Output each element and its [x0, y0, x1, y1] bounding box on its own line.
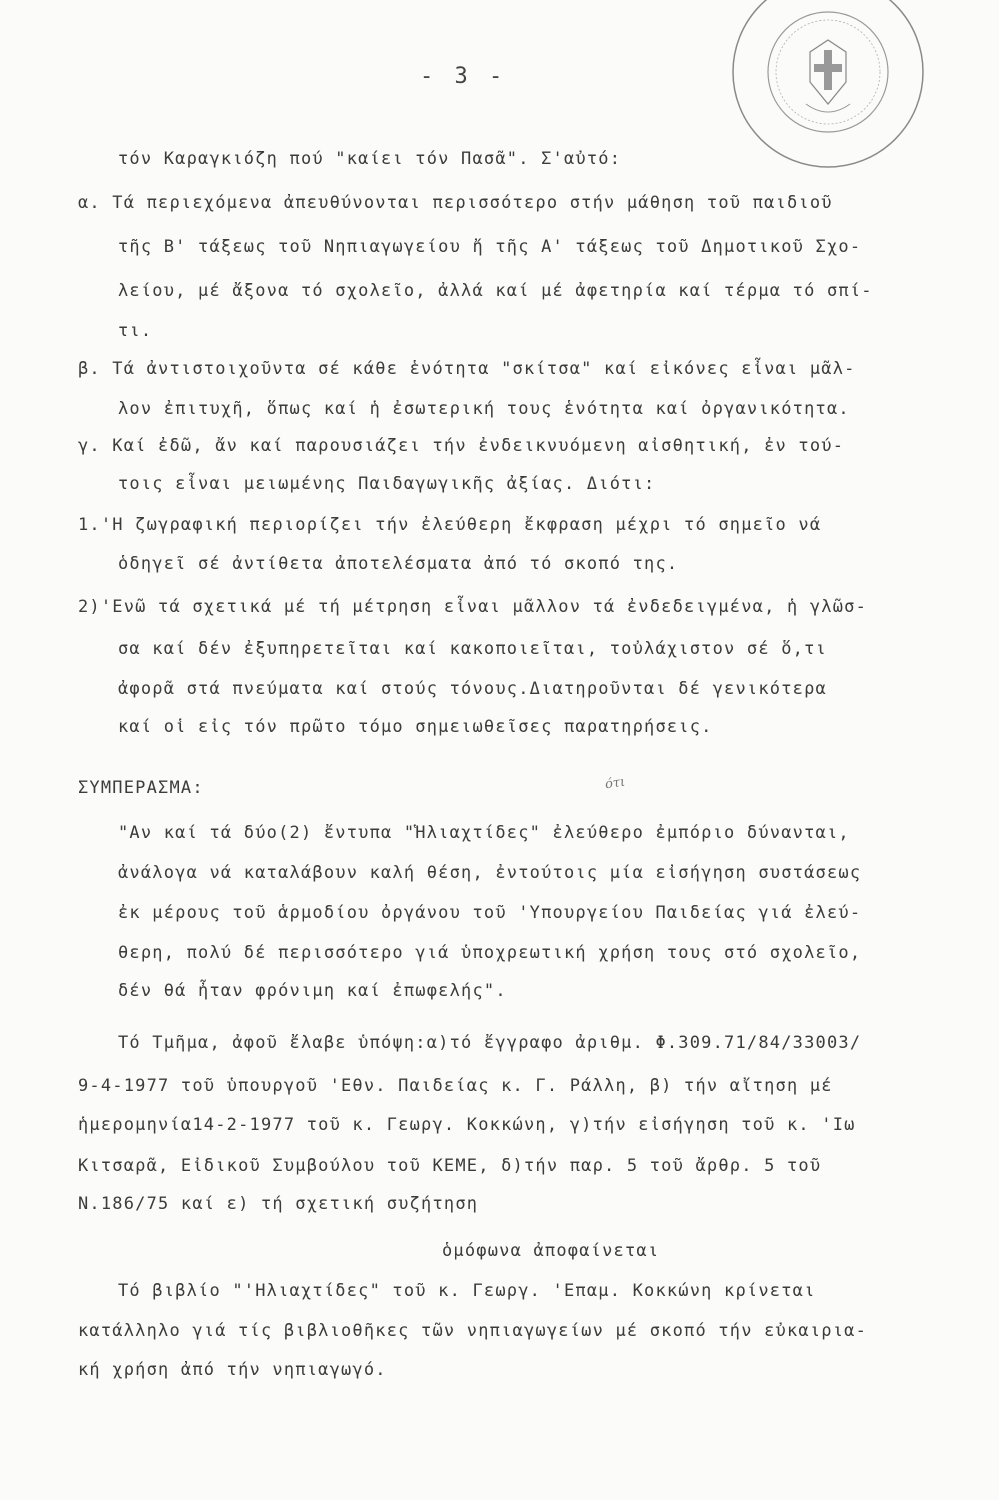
handwritten-note: ότι	[604, 774, 627, 793]
text-line: τοις εἶναι μειωμένης Παιδαγωγικῆς ἀξίας. Διότι:	[118, 474, 656, 494]
text-line: β. Τά ἀντιστοιχοῦντα σέ κάθε ἑνότητα "σκίτσα" καί εἰκόνες εἶναι μᾶλ-	[78, 359, 856, 379]
decision-heading: ὁμόφωνα ἀποφαίνεται	[442, 1241, 660, 1261]
text-line: ἐκ μέρους τοῦ ἁρμοδίου ὀργάνου τοῦ 'Υπουργείου Παιδείας γιά ἐλεύ-	[118, 903, 862, 923]
text-line: Τό βιβλίο "'Ηλιαχτίδες" τοῦ κ. Γεωργ. 'Επαμ. Κοκκώνη κρίνεται	[118, 1281, 816, 1301]
text-line: κατάλληλο γιά τίς βιβλιοθῆκες τῶν νηπιαγωγείων μέ σκοπό τήν εὐκαιρια-	[78, 1321, 868, 1341]
section-heading: ΣΥΜΠΕΡΑΣΜΑ:	[78, 778, 204, 798]
text-line: ἡμερομηνία14-2-1977 τοῦ κ. Γεωργ. Κοκκώνη, γ)τήν εἰσήγηση τοῦ κ. 'Ιω	[78, 1115, 856, 1135]
text-line: α. Τά περιεχόμενα ἀπευθύνονται περισσότερο στήν μάθηση τοῦ παιδιοῦ	[78, 193, 833, 213]
page-number: - 3 -	[420, 64, 507, 89]
text-line: κή χρήση ἀπό τήν νηπιαγωγό.	[78, 1360, 387, 1380]
text-line: 9-4-1977 τοῦ ὑπουργοῦ 'Εθν. Παιδείας κ. Γ. Ράλλη, β) τήν αἴτηση μέ	[78, 1076, 833, 1096]
text-line: ὁδηγεῖ σέ ἀντίθετα ἀποτελέσματα ἀπό τό σκοπό της.	[118, 554, 679, 574]
text-line: ἀφορᾶ στά πνεύματα καί στούς τόνους.Διατηροῦνται δέ γενικότερα	[118, 679, 827, 699]
text-line: 1.'Η ζωγραφική περιορίζει τήν ἐλεύθερη ἔκφραση μέχρι τό σημεῖο νά	[78, 515, 822, 535]
text-line: δέν θά ἦταν φρόνιμη καί ἐπωφελής".	[118, 981, 507, 1001]
text-line: 2)'Ενῶ τά σχετικά μέ τή μέτρηση εἶναι μᾶλλον τά ἐνδεδειγμένα, ἡ γλῶσ-	[78, 597, 868, 617]
text-line: τῆς Β' τάξεως τοῦ Νηπιαγωγείου ἤ τῆς Α' τάξεως τοῦ Δημοτικοῦ Σχο-	[118, 237, 862, 257]
text-line: Τό Τμῆμα, ἀφοῦ ἔλαβε ὑπόψη:α)τό ἔγγραφο ἀριθμ. Φ.309.71/84/33003/	[118, 1033, 862, 1053]
text-line: ἀνάλογα νά καταλάβουν καλή θέση, ἐντούτοις μία εἰσήγηση συστάσεως	[118, 863, 862, 883]
text-line: "Αν καί τά δύο(2) ἔντυπα "Ἡλιαχτίδες" ἐλεύθερο ἐμπόριο δύνανται,	[118, 823, 850, 843]
text-line: καί οἱ εἰς τόν πρῶτο τόμο σημειωθεῖσες παρατηρήσεις.	[118, 717, 713, 737]
official-seal-icon	[718, 0, 928, 175]
text-line: Κιτσαρᾶ, Εἰδικοῦ Συμβούλου τοῦ ΚΕΜΕ, δ)τήν παρ. 5 τοῦ ἄρθρ. 5 τοῦ	[78, 1156, 822, 1176]
text-line: λον ἐπιτυχῆ, ὅπως καί ἡ ἐσωτερική τους ἑνότητα καί ὀργανικότητα.	[118, 399, 850, 419]
text-line: τόν Καραγκιόζη πού "καίει τόν Πασᾶ". Σ'αὐτό:	[118, 149, 622, 169]
text-line: τι.	[118, 321, 153, 341]
text-line: γ. Καί ἐδῶ, ἄν καί παρουσιάζει τήν ἐνδεικνυόμενη αἰσθητική, ἐν τού-	[78, 436, 845, 456]
text-line: Ν.186/75 καί ε) τή σχετική συζήτηση	[78, 1194, 479, 1214]
text-line: θερη, πολύ δέ περισσότερο γιά ὑποχρεωτική χρήση τους στό σχολεῖο,	[118, 943, 862, 963]
text-line: σα καί δέν ἐξυπηρετεῖται καί κακοποιεῖται, τοὐλάχιστον σέ ὅ,τι	[118, 639, 827, 659]
text-line: λείου, μέ ἄξονα τό σχολεῖο, ἀλλά καί μέ ἀφετηρία καί τέρμα τό σπί-	[118, 281, 873, 301]
